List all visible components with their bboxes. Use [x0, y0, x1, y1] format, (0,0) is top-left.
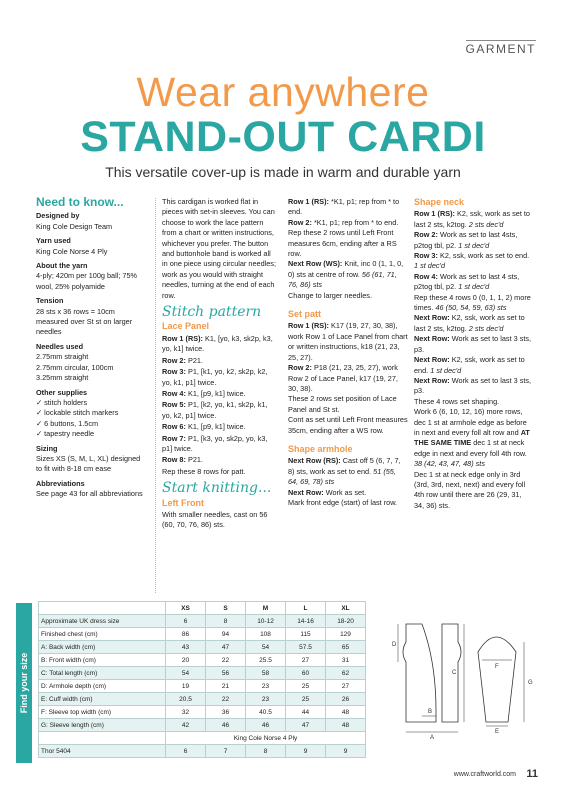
lace-row: Row 4: K1, [p9, k1] twice. — [162, 388, 246, 398]
pattern-column-2 — [162, 197, 277, 531]
neck-repeat: Rep these 4 rows 0 (0, 1, 1, 2) more times. 46 (50, 54, 59, 63) sts — [414, 292, 531, 313]
diagram-label-g: G — [528, 680, 533, 686]
supply-item: ✓ stitch holders — [36, 397, 88, 407]
set-patt-cont: Cont as set until Left Front measures 35cm, ending after a WS row. — [288, 415, 408, 435]
diagram-label-a: A — [430, 735, 435, 741]
rib-row-1: Row 1 (RS): *K1, p1; rep from * to end. — [288, 197, 400, 217]
needles-label: Needles used — [36, 341, 84, 351]
table-row: E: Cuff width (cm) 20.5 22 23 25 26 — [39, 693, 366, 706]
armhole-row-1: Next Row (RS): Cast off 5 (6, 7, 7, 8) sts, work as set to end. 51 (55, 64, 69, 78) sts — [288, 456, 401, 487]
shape-neck-heading: Shape neck — [414, 197, 465, 207]
change-needles: Change to larger needles. — [288, 290, 372, 300]
stitch-pattern-heading: Stitch pattern — [162, 304, 262, 321]
needle-item: 2.75mm straight — [36, 352, 89, 362]
sleeve-piece — [478, 637, 516, 722]
table-header: L — [286, 602, 326, 615]
column-divider — [155, 198, 156, 593]
table-row: D: Armhole depth (cm) 19 21 23 25 27 — [39, 680, 366, 693]
neck-next-row-4: Next Row: Work as set to last 3 sts, p3. — [414, 375, 532, 396]
yarn-row: King Cole Norse 4 Ply — [39, 732, 366, 745]
tension-label: Tension — [36, 296, 64, 306]
left-front-text: With smaller needles, cast on 56 (60, 70, 76, 86) sts. — [162, 509, 268, 530]
neck-row-4: Row 4: Work as set to last 4 sts, p2tog tbl, p2. 1 st dec'd — [414, 271, 520, 292]
yarn: King Cole Norse 4 Ply — [36, 246, 108, 256]
supply-item: ✓ 6 buttons, 1.5cm — [36, 418, 99, 428]
lace-row: Row 8: P21. — [162, 455, 203, 465]
table-header: XL — [326, 602, 366, 615]
neck-next-row-1: Next Row: K2, ssk, work as set to last 2 sts, k2tog. 2 sts dec'd — [414, 313, 525, 333]
table-header-row — [39, 602, 366, 615]
lace-row: Row 7: P1, [k3, yo, sk2p, yo, k3, p1] twice. — [162, 433, 268, 453]
set-patt-row-2: Row 2: P18 (21, 23, 25, 27), work Row 2 of Lace Panel, k17 (19, 27, 30, 38). — [288, 363, 398, 393]
diagram-label-c: C — [452, 670, 457, 676]
page-number: 11 — [526, 768, 538, 780]
table-row: F: Sleeve top width (cm) 32 36 40.5 44 48 — [39, 706, 366, 719]
need-to-know-column — [36, 197, 148, 504]
start-knitting-heading: Start knitting... — [162, 480, 272, 497]
neck-next-row-2: Next Row: Work as set to last 3 sts, p3. — [414, 334, 532, 354]
supply-item: ✓ tapestry needle — [36, 429, 95, 439]
find-your-size-tab: Find your size — [16, 603, 32, 763]
lace-row: Row 2: P21. — [162, 355, 203, 365]
lace-repeat: Rep these 8 rows for patt. — [162, 466, 246, 476]
armhole-row-2: Next Row: Work as set. — [288, 487, 367, 497]
table-row: A: Back width (cm) 43 47 54 57.5 65 — [39, 641, 366, 654]
left-front-heading: Left Front — [162, 497, 204, 508]
neck-dec-only: Dec 1 st at neck edge only in 3rd (3rd, 3rd, next, next) and every foll 4th row until there are 26 (29, 31, 34, 36) sts. — [414, 469, 526, 510]
diagram-label-f: F — [495, 664, 499, 670]
table-header: XS — [166, 602, 206, 615]
lace-row: Row 5: P1, [k2, yo, k1, sk2p, k1, yo, k2, p1] twice. — [162, 400, 268, 420]
neck-row-2: Row 2: Work as set to last 4sts, p2tog tbl, p2. 1 st dec'd — [414, 230, 518, 250]
table-row: C: Total length (cm) 54 56 58 60 62 — [39, 667, 366, 680]
neck-next-row-3: Next Row: K2, ssk, work as set to end. 1 st dec'd — [414, 355, 525, 375]
rib-repeat: Rep these 2 rows until Left Front measures 6cm, ending after a RS row. — [288, 228, 397, 259]
abbreviations-label: Abbreviations — [36, 478, 85, 488]
pattern-column-3 — [288, 197, 408, 508]
need-to-know-heading: Need to know... — [36, 195, 124, 209]
size-table — [38, 601, 366, 758]
intro-text: This cardigan is worked flat in pieces with set-in sleeves. You can choose to work the lace pattern from a chart or written instructions, whichever you prefer. The button and buttonhole band is worked all in one piece using circular needles; work as you would with straight needles, turning at the end of each row. — [162, 197, 276, 300]
table-row: G: Sleeve length (cm) 42 46 46 47 48 — [39, 719, 366, 732]
diagram-label-b: B — [428, 709, 433, 715]
supply-item: ✓ lockable stitch markers — [36, 408, 119, 418]
table-row: Approximate UK dress size 6 8 10-12 14-16 18-20 — [39, 615, 366, 628]
sizing-label: Sizing — [36, 443, 58, 453]
neck-more-rows: Work 6 (6, 10, 12, 16) more rows, dec 1 st at armhole edge as before in next and every foll alt row and AT THE SAME TIME dec 1 st at neck edge in next and every foll 4th row. 38 (42, 43, 47, 48) sts — [414, 407, 530, 469]
about-label: About the yarn — [36, 261, 88, 271]
designed-by-label: Designed by — [36, 211, 80, 221]
neck-set-shaping: These 4 rows set shaping. — [414, 396, 500, 406]
needle-item: 2.75mm circular, 100cm — [36, 362, 114, 372]
sizing: Sizes XS (S, M, L, XL) designed to fit with 8-18 cm ease — [36, 453, 141, 474]
section-label: GARMENT — [465, 42, 536, 56]
next-row-ws: Next Row (WS): Knit, inc 0 (1, 1, 0, 0) sts at centre of row. 56 (61, 71, 76, 86) sts — [288, 259, 404, 290]
armhole-mark: Mark front edge (start) of last row. — [288, 497, 398, 507]
shape-armhole-heading: Shape armhole — [288, 443, 353, 454]
pattern-column-4 — [414, 197, 532, 511]
title-line-2: STAND-OUT CARDI — [80, 113, 486, 161]
standfirst: This versatile cover-up is made in warm and durable yarn — [105, 164, 461, 180]
set-patt-heading: Set patt — [288, 309, 322, 320]
lace-panel-heading: Lace Panel — [162, 321, 210, 332]
shade-row: Thor 5404 6 7 8 9 9 — [39, 745, 366, 758]
neck-row-1: Row 1 (RS): K2, ssk, work as set to last 2 sts, k2tog. 2 sts dec'd — [414, 209, 530, 229]
set-patt-row-1: Row 1 (RS): K17 (19, 27, 30, 38), work Row 1 of Lace Panel from chart or written instructions, k18 (21, 23, 25, 27). — [288, 321, 408, 362]
table-row: B: Front width (cm) 20 22 25.5 27 31 — [39, 654, 366, 667]
diagram-label-e: E — [495, 729, 500, 735]
lace-row: Row 6: K1, [p9, k1] twice. — [162, 422, 246, 432]
tension: 28 sts x 36 rows = 10cm measured over St st on larger needles — [36, 306, 133, 337]
front-left-piece — [403, 624, 436, 722]
lace-row: Row 3: P1, [k1, yo, k2, sk2p, k2, yo, k1, p1] twice. — [162, 367, 268, 387]
about-yarn: 4-ply; 420m per 100g ball; 75% wool, 25% polyamide — [36, 271, 138, 291]
yarn-label: Yarn used — [36, 236, 71, 246]
diagram-label-d: D — [392, 642, 397, 648]
title-line-1: Wear anywhere — [136, 69, 430, 115]
lace-row: Row 1 (RS): K1, [yo, k3, sk2p, k3, yo, k1] twice. — [162, 333, 273, 354]
table-header — [39, 602, 166, 615]
table-row: Finished chest (cm) 86 94 108 115 129 — [39, 628, 366, 641]
table-header: M — [246, 602, 286, 615]
rib-row-2: Row 2: *K1, p1; rep from * to end. — [288, 217, 399, 227]
needle-item: 3.25mm straight — [36, 373, 89, 383]
abbreviations: See page 43 for all abbreviations — [36, 489, 143, 499]
designed-by: King Cole Design Team — [36, 221, 113, 231]
set-patt-note: These 2 rows set position of Lace Panel and St st. — [288, 394, 397, 414]
supplies-label: Other supplies — [36, 387, 88, 397]
garment-schematic — [392, 612, 542, 742]
neck-row-3: Row 3: K2, ssk, work as set to end. 1 st dec'd — [414, 251, 530, 271]
table-header: S — [206, 602, 246, 615]
footer-url[interactable]: www.craftworld.com — [453, 771, 516, 778]
